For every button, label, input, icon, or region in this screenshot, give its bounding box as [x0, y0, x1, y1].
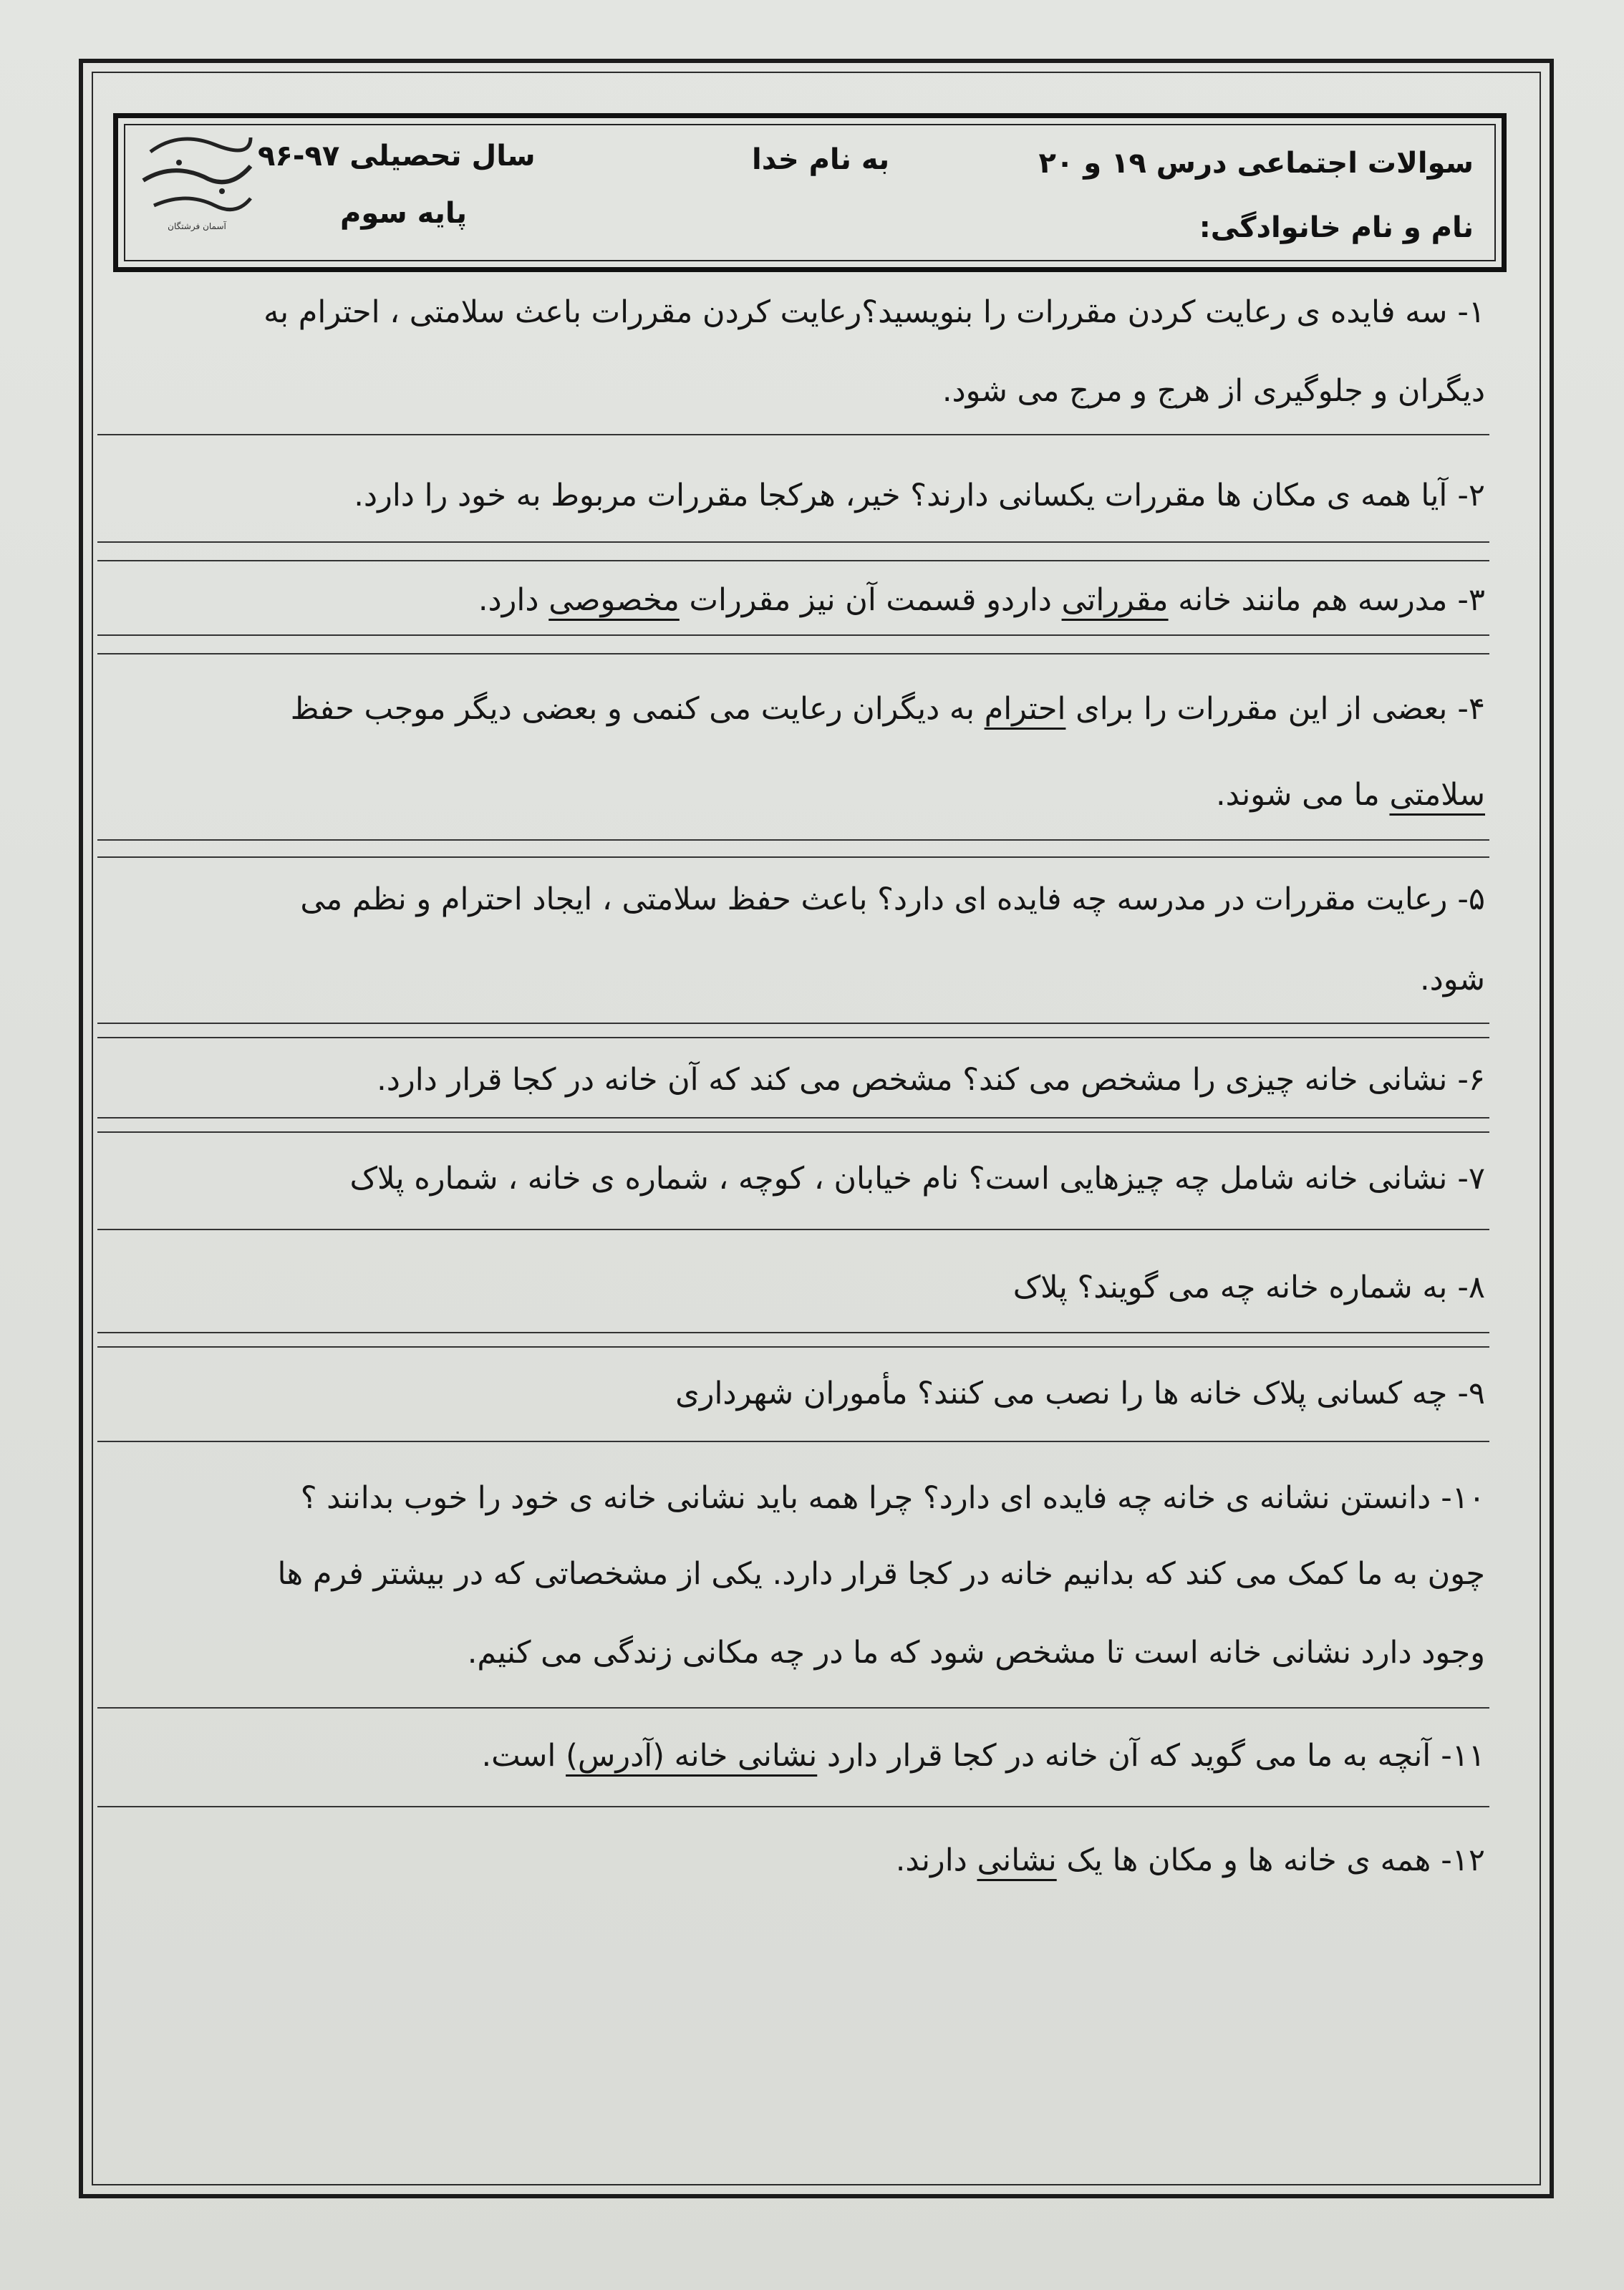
separator	[97, 1806, 1489, 1807]
question-1-line-2: دیگران و جلوگیری از هرج و مرج می شود.	[942, 373, 1485, 409]
question-3: ۳-مدرسه هم مانند خانه مقرراتی داردو قسمت آن نیز مقررات مخصوصی دارد.	[478, 582, 1485, 618]
question-8: ۸-به شماره خانه چه می گویند؟ پلاک	[1012, 1270, 1485, 1305]
answer-blank: احترام	[984, 691, 1066, 727]
question-10-line-2: چون به ما کمک می کند که بدانیم خانه در کجا قرار دارد. یکی از مشخصاتی که در بیشتر فرم ها	[277, 1556, 1485, 1592]
question-2: ۲-آیا همه ی مکان ها مقررات یکسانی دارند؟ خیر، هرکجا مقررات مربوط به خود را دارد.	[354, 478, 1485, 513]
school-year: سال تحصیلی ۹۷-۹۶	[258, 140, 536, 173]
separator	[97, 634, 1489, 636]
name-label: نام و نام خانوادگی:	[1199, 211, 1474, 244]
header-box	[113, 113, 1507, 272]
basmala: به نام خدا	[752, 143, 890, 176]
separator	[97, 1332, 1489, 1333]
question-4-line-2: سلامتی ما می شوند.	[1215, 777, 1485, 813]
separator	[97, 1441, 1489, 1442]
question-12: ۱۲-همه ی خانه ها و مکان ها یک نشانی دارند.	[895, 1842, 1485, 1878]
separator	[97, 1023, 1489, 1024]
separator	[97, 1117, 1489, 1119]
question-9: ۹-چه کسانی پلاک خانه ها را نصب می کنند؟ مأموران شهرداری	[675, 1376, 1485, 1411]
separator	[97, 434, 1489, 435]
question-1: ۱-سه فایده ی رعایت کردن مقررات را بنویسید؟رعایت کردن مقررات باعث سلامتی ، احترام به	[264, 294, 1485, 330]
svg-text:آسمان فرشتگان: آسمان فرشتگان	[168, 221, 226, 231]
answer-blank: سلامتی	[1389, 777, 1485, 813]
question-7: ۷-نشانی خانه شامل چه چیزهایی است؟ نام خیابان ، کوچه ، شماره ی خانه ، شماره پلاک	[349, 1161, 1485, 1197]
question-11: ۱۱-آنچه به ما می گوید که آن خانه در کجا قرار دارد نشانی خانه (آدرس) است.	[481, 1738, 1485, 1774]
separator	[97, 653, 1489, 654]
answer-blank: نشانی	[977, 1842, 1057, 1878]
question-5: ۵-رعایت مقررات در مدرسه چه فایده ای دارد؟ باعث حفظ سلامتی ، ایجاد احترام و نظم می	[300, 881, 1485, 917]
answer-blank: نشانی خانه (آدرس)	[566, 1738, 818, 1774]
separator	[97, 1346, 1489, 1348]
separator	[97, 1229, 1489, 1230]
question-5-line-2: شود.	[1419, 962, 1485, 997]
question-4: ۴-بعضی از این مقررات را برای احترام به دیگران رعایت می کنمی و بعضی دیگر موجب حفظ	[290, 691, 1485, 727]
question-10: ۱۰-دانستن نشانه ی خانه چه فایده ای دارد؟ چرا همه باید نشانی خانه ی خود را خوب بدانند ؟	[300, 1480, 1485, 1516]
separator	[97, 1707, 1489, 1709]
school-logo	[136, 123, 258, 238]
grade-label: پایه سوم	[340, 197, 467, 230]
separator	[97, 839, 1489, 841]
answer-blank: مخصوصی	[548, 582, 680, 618]
answer-blank: مقرراتی	[1061, 582, 1169, 618]
separator	[97, 1131, 1489, 1133]
question-10-line-3: وجود دارد نشانی خانه است تا مشخص شود که ما در چه مکانی زندگی می کنیم.	[467, 1635, 1485, 1671]
question-6: ۶-نشانی خانه چیزی را مشخص می کند؟ مشخص می کند که آن خانه در کجا قرار دارد.	[377, 1062, 1485, 1098]
separator	[97, 541, 1489, 543]
exam-title: سوالات اجتماعی درس ۱۹ و ۲۰	[1038, 147, 1474, 180]
